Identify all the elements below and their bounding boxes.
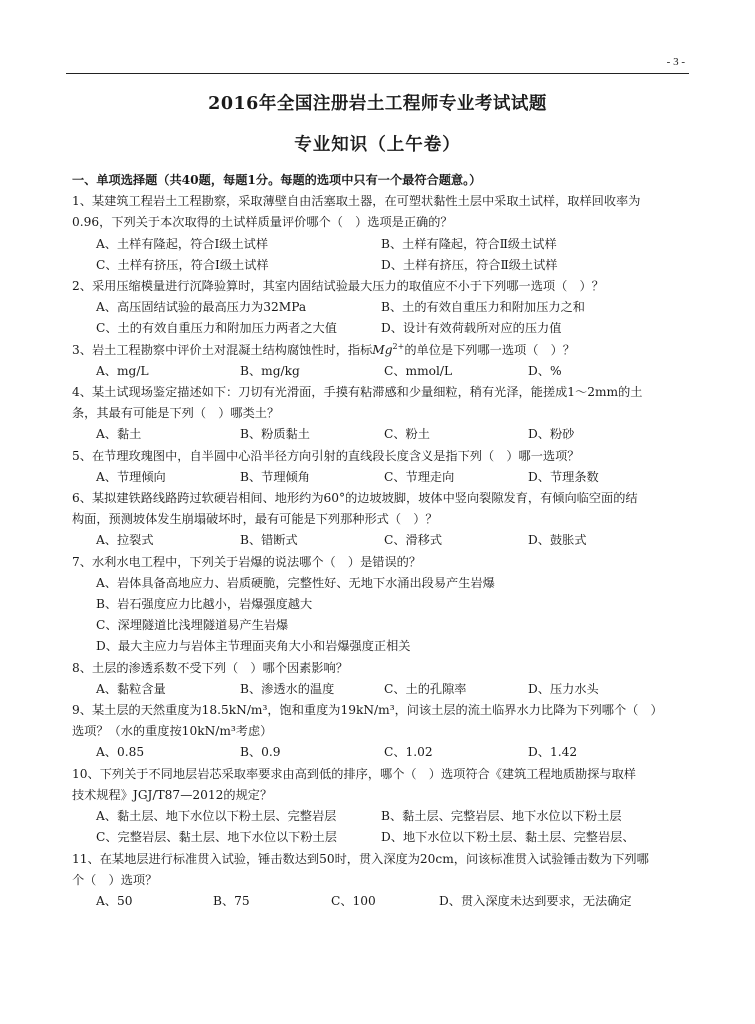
option-a: A、黏土 [96, 427, 142, 442]
question-stem-line: 条，其最有可能是下列（ ）哪类土？ [72, 406, 280, 421]
question-stem-line: 11、在某地层进行标准贯入试验，锤击数达到50时，贯入深度为20cm，问该标准贯入试验锤击数为下列哪 [72, 851, 649, 866]
options-row [72, 827, 690, 848]
question-4 [72, 382, 690, 424]
option-b: B、mg/kg [240, 363, 300, 378]
option-b: B、渗透水的温度 [240, 681, 335, 696]
question-8 [72, 658, 690, 679]
question-stem-line: 10、下列关于不同地层岩芯采取率要求由高到低的排序，哪个（ ）选项符合《建筑工程地质勘探与取样 [72, 766, 636, 781]
question-2 [72, 276, 690, 297]
option-c: C、节理走向 [384, 469, 455, 484]
options-row [72, 297, 690, 318]
question-3 [72, 340, 690, 361]
option-c: C、mmol/L [384, 363, 453, 378]
option-d: D、1.42 [528, 745, 578, 760]
question-stem-text: 的单位是下列哪一选项（ ）？ [404, 342, 575, 357]
question-1 [72, 191, 690, 233]
section-heading: 一、单项选择题（共40题，每题1分。每题的选项中只有一个最符合题意。） [72, 173, 482, 187]
option-d: D、鼓胀式 [528, 533, 587, 548]
option-d: D、压力水头 [528, 681, 599, 696]
options-row [72, 891, 690, 912]
question-stem-line: 构面，预测坡体发生崩塌破坏时，最有可能是下列那种形式（ ）？ [72, 512, 438, 527]
option-c: C、土样有挤压，符合Ⅰ级土试样 [96, 257, 269, 272]
question-stem-line: 7、水利水电工程中，下列关于岩爆的说法哪个（ ）是错误的？ [72, 554, 422, 569]
question-stem-line: 2、采用压缩模量进行沉降验算时，其室内固结试验最大压力的取值应不小于下列哪一选项（ ）？ [72, 279, 604, 294]
option-d: D、土样有挤压，符合Ⅱ级土试样 [381, 257, 558, 272]
option-d: D、设计有效荷载所对应的压力值 [381, 321, 562, 336]
document-title: 2016年全国注册岩土工程师专业考试试题 [208, 94, 547, 114]
question-5 [72, 446, 690, 467]
option-a: A、高压固结试验的最高压力为32MPa [96, 300, 307, 315]
options-row [72, 318, 690, 339]
options-row [72, 806, 690, 827]
ion-charge: 2+ [392, 341, 405, 351]
page-number: - 3 - [666, 56, 685, 68]
options-row [72, 361, 690, 382]
question-stem-line: 技术规程》JGJ/T87—2012的规定？ [72, 787, 273, 802]
option-a: A、拉裂式 [96, 533, 154, 548]
question-6 [72, 488, 690, 530]
question-11 [72, 849, 690, 891]
question-10 [72, 764, 690, 806]
option-a: A、节理倾向 [96, 469, 166, 484]
options-row [72, 234, 690, 255]
option-c: C、深埋隧道比浅埋隧道易产生岩爆 [96, 618, 289, 633]
option-b: B、土样有隆起，符合Ⅱ级土试样 [381, 236, 557, 251]
question-stem-line: 0.96，下列关于本次取得的土试样质量评价哪个（ ）选项是正确的？ [72, 215, 453, 230]
option-b: B、黏土层、完整岩层、地下水位以下粉土层 [381, 809, 622, 824]
option-b: B、粉质黏土 [240, 427, 310, 442]
question-stem-line: 9、某土层的天然重度为18.5kN/m³，饱和重度为19kN/m³，问该土层的流土临界水力比降为下列哪个（ ） [72, 703, 663, 718]
option-d: D、地下水位以下粉土层、黏土层、完整岩层、 [381, 830, 635, 845]
option-c: C、土的有效自重压力和附加压力两者之大值 [96, 321, 337, 336]
option-a: A、土样有隆起，符合Ⅰ级土试样 [96, 236, 269, 251]
question-stem-line: 1、某建筑工程岩土工程勘察，采取薄壁自由活塞取土器，在可塑状黏性土层中采取土试样，取样回收率为 [72, 194, 641, 209]
document-subtitle: 专业知识（上午卷） [294, 135, 461, 155]
option-a: A、0.85 [96, 745, 145, 760]
question-stem-line: 个（ ）选项？ [72, 872, 158, 887]
question-stem-line: 选项？（水的重度按10kN/m³考虑） [72, 724, 273, 739]
question-stem-line: 5、在节理玫瑰图中，自半圆中心沿半径方向引射的直线段长度含义是指下列（ ）哪一选项？ [72, 448, 580, 463]
option-a: A、黏土层、地下水位以下粉土层、完整岩层 [96, 809, 337, 824]
question-7 [72, 552, 690, 573]
option-b: B、0.9 [240, 745, 281, 760]
option-d: D、% [528, 363, 562, 378]
option-b: B、岩石强度应力比越小，岩爆强度越大 [96, 597, 313, 612]
option-a: A、黏粒含量 [96, 681, 166, 696]
option-b: B、土的有效自重压力和附加压力之和 [381, 300, 585, 315]
options-row [72, 255, 690, 276]
option-c: C、粉土 [384, 427, 430, 442]
option-d: D、节理条数 [528, 469, 599, 484]
option-b: B、节理倾角 [240, 469, 310, 484]
option-c: C、100 [331, 893, 376, 908]
option-a: A、岩体具备高地应力、岩质硬脆，完整性好、无地下水涌出段易产生岩爆 [96, 575, 495, 590]
question-stem-line: 4、某土试现场鉴定描述如下：刀切有光滑面，手摸有粘滞感和少量细粒，稍有光泽，能搓成1～2mm的土 [72, 385, 643, 400]
options-row [72, 530, 690, 551]
option-d: D、粉砂 [528, 427, 575, 442]
option-c: C、1.02 [384, 745, 433, 760]
option-c: C、滑移式 [384, 533, 443, 548]
option-d: D、贯入深度未达到要求，无法确定 [439, 893, 632, 908]
options-row [72, 679, 690, 700]
option-c: C、完整岩层、黏土层、地下水位以下粉土层 [96, 830, 337, 845]
question-list [72, 170, 690, 912]
option-c: C、土的孔隙率 [384, 681, 467, 696]
option-d: D、最大主应力与岩体主节理面夹角大小和岩爆强度正相关 [96, 639, 411, 654]
question-stem-line: 8、土层的渗透系数不受下列（ ）哪个因素影响？ [72, 660, 348, 675]
option-b: B、75 [213, 893, 250, 908]
option-a: A、50 [96, 893, 133, 908]
options-row [72, 742, 690, 763]
options-row [72, 467, 690, 488]
option-b: B、错断式 [240, 533, 298, 548]
header-rule [66, 73, 689, 74]
question-9 [72, 700, 690, 742]
options-row [72, 424, 690, 445]
question-stem-text: 3、岩土工程勘察中评价土对混凝土结构腐蚀性时，指标 [72, 342, 373, 357]
question-stem-line: 6、某拟建铁路线路跨过软硬岩相间、地形约为60°的边坡坡脚，坡体中竖向裂隙发育，有倾向临空面的结 [72, 491, 638, 506]
option-a: A、mg/L [96, 363, 149, 378]
ion-symbol: Mg [372, 342, 393, 357]
